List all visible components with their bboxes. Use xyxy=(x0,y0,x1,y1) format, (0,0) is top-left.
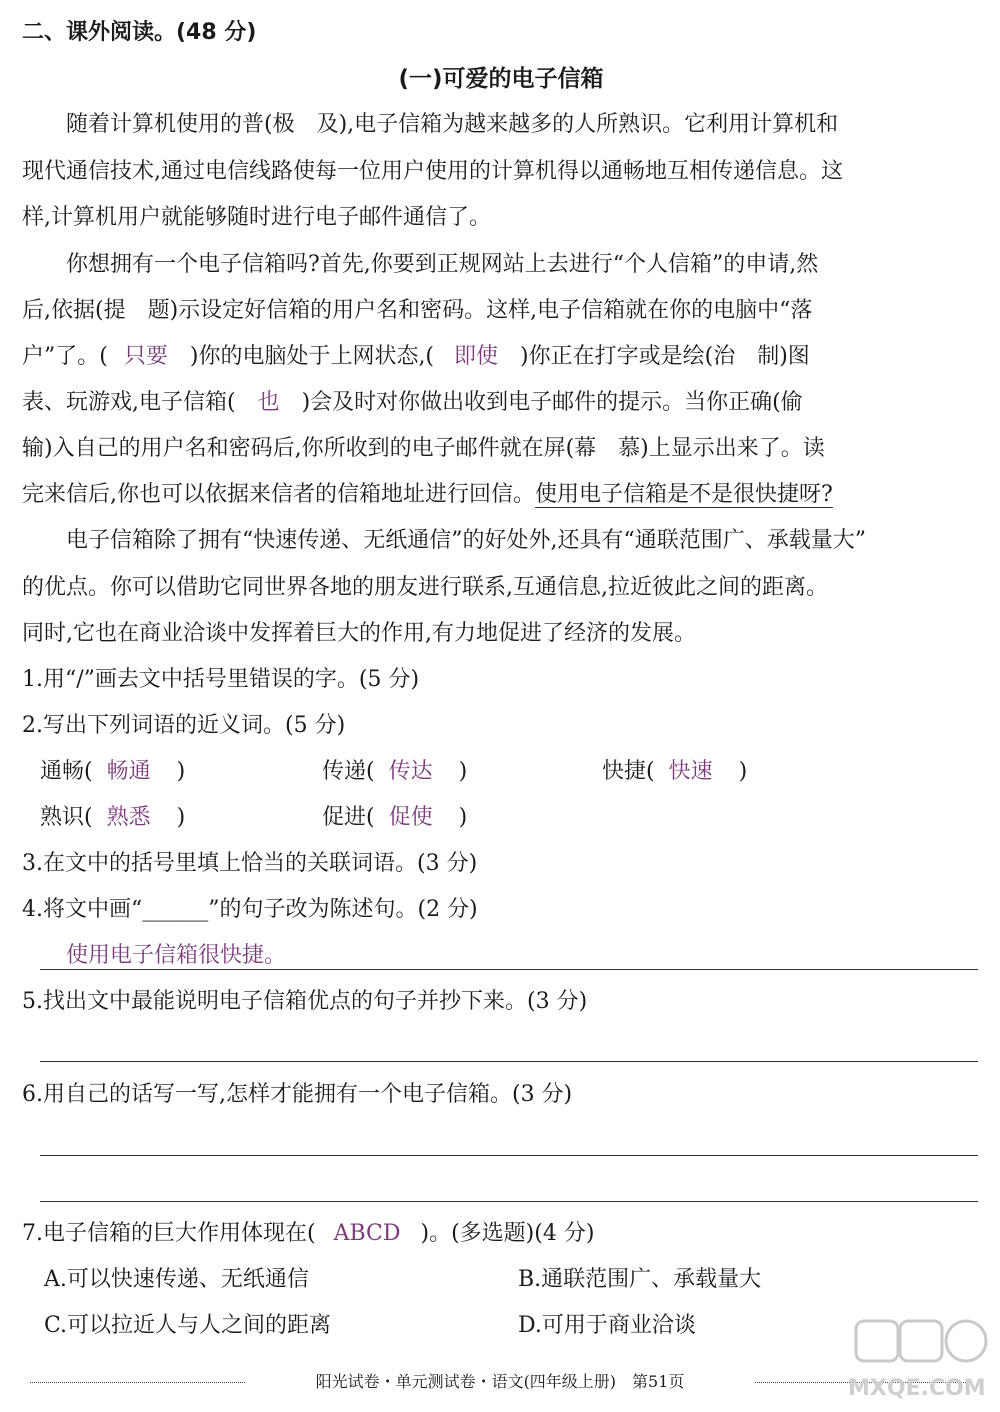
question-7-answer: ABCD xyxy=(333,1221,401,1246)
p3-line-2: 的优点。你可以借助它同世界各地的朋友进行联系,互通信息,拉近彼此之间的距离。 xyxy=(22,575,828,600)
watermark-url: MXQE.COM xyxy=(848,1376,986,1401)
p3-line-3: 同时,它也在商业洽谈中发挥着巨大的作用,有力地促进了经济的发展。 xyxy=(22,621,696,646)
watermark-logo xyxy=(842,1315,992,1405)
synonym-item: 通畅( 畅通 ) xyxy=(40,759,186,784)
answer-line xyxy=(40,1155,978,1156)
answer-blank-3: 也 xyxy=(257,390,280,415)
answer-blank-2: 即使 xyxy=(454,344,499,369)
p2-l6-text: 完来信后,你也可以依据来信者的信箱地址进行回信。 xyxy=(22,482,535,507)
option-a: A.可以快速传递、无纸通信 xyxy=(44,1267,309,1292)
synonym-item: 熟识( 熟悉 ) xyxy=(40,805,186,830)
question-5: 5.找出文中最能说明电子信箱优点的句子并抄下来。(3 分) xyxy=(22,989,588,1014)
synonym-item: 促进( 促使 ) xyxy=(322,805,468,830)
p2-line-4 xyxy=(22,388,980,418)
synonym-answer: 熟悉 xyxy=(106,805,151,830)
p2-l3-text-c: )你正在打字或是绘(治 制)图 xyxy=(520,344,810,369)
underlined-sentence: 使用电子信箱是不是很快捷呀? xyxy=(535,482,833,507)
footer-dotted-rule-left xyxy=(30,1382,245,1383)
question-2: 2.写出下列词语的近义词。(5 分) xyxy=(22,713,346,738)
page-footer xyxy=(30,1368,970,1398)
synonym-answer: 传达 xyxy=(388,759,433,784)
p2-line-2: 后,依据(提 题)示设定好信箱的用户名和密码。这样,电子信箱就在你的电脑中“落 xyxy=(22,298,813,323)
answer-line xyxy=(40,1061,978,1062)
answer-line xyxy=(40,1201,978,1202)
p2-line-6 xyxy=(22,480,980,510)
synonym-answer: 畅通 xyxy=(106,759,151,784)
synonym-item: 快捷( 快速 ) xyxy=(602,759,748,784)
p1-line-1: 随着计算机使用的普(极 及),电子信箱为越来越多的人所熟识。它利用计算机和 xyxy=(66,112,839,137)
p2-line-1: 你想拥有一个电子信箱吗?首先,你要到正规网站上去进行“个人信箱”的申请,然 xyxy=(66,252,819,277)
p2-line-3 xyxy=(22,342,980,372)
question-7: 7.电子信箱的巨大作用体现在( ABCD )。(多选题)(4 分) xyxy=(22,1221,595,1246)
footer-text: 阳光试卷・单元测试卷・语文(四年级上册) 第51页 xyxy=(308,1368,693,1396)
p2-l4-text-b: )会及时对你做出收到电子邮件的提示。当你正确(偷 xyxy=(301,390,803,415)
option-d: D.可用于商业洽谈 xyxy=(518,1313,696,1338)
option-c: C.可以拉近人与人之间的距离 xyxy=(44,1313,332,1338)
question-3: 3.在文中的括号里填上恰当的关联词语。(3 分) xyxy=(22,851,478,876)
synonym-item: 传递( 传达 ) xyxy=(322,759,468,784)
option-b: B.通联范围广、承载量大 xyxy=(518,1267,762,1292)
p2-l3-text-a: 户”了。( xyxy=(22,344,108,369)
p1-line-2: 现代通信技术,通过电信线路使每一位用户使用的计算机得以通畅地互相传递信息。这 xyxy=(22,159,843,184)
question-4: 4.将文中画“______”的句子改为陈述句。(2 分) xyxy=(22,897,478,922)
question-7-text: 7.电子信箱的巨大作用体现在( xyxy=(22,1221,316,1246)
p2-line-5: 输)入自己的用户名和密码后,你所收到的电子邮件就在屏(幕 慕)上显示出来了。读 xyxy=(22,436,825,461)
section-heading: 二、课外阅读。(48 分) xyxy=(22,20,257,45)
p1-line-3: 样,计算机用户就能够随时进行电子邮件通信了。 xyxy=(22,205,491,230)
p2-l3-text-b: )你的电脑处于上网状态,( xyxy=(189,344,435,369)
question-1: 1.用“/”画去文中括号里错误的字。(5 分) xyxy=(22,667,420,692)
answer-blank-1: 只要 xyxy=(123,344,168,369)
answer-line xyxy=(40,969,978,970)
synonym-answer: 促使 xyxy=(388,805,433,830)
question-6: 6.用自己的话写一写,怎样才能拥有一个电子信箱。(3 分) xyxy=(22,1082,573,1107)
question-4-answer: 使用电子信箱很快捷。 xyxy=(66,943,287,968)
passage-title: (一)可爱的电子信箱 xyxy=(398,66,604,92)
synonym-answer: 快速 xyxy=(668,759,713,784)
p3-line-1: 电子信箱除了拥有“快速传递、无纸通信”的好处外,还具有“通联范围广、承载量大” xyxy=(66,528,866,553)
p2-l4-text-a: 表、玩游戏,电子信箱( xyxy=(22,390,236,415)
